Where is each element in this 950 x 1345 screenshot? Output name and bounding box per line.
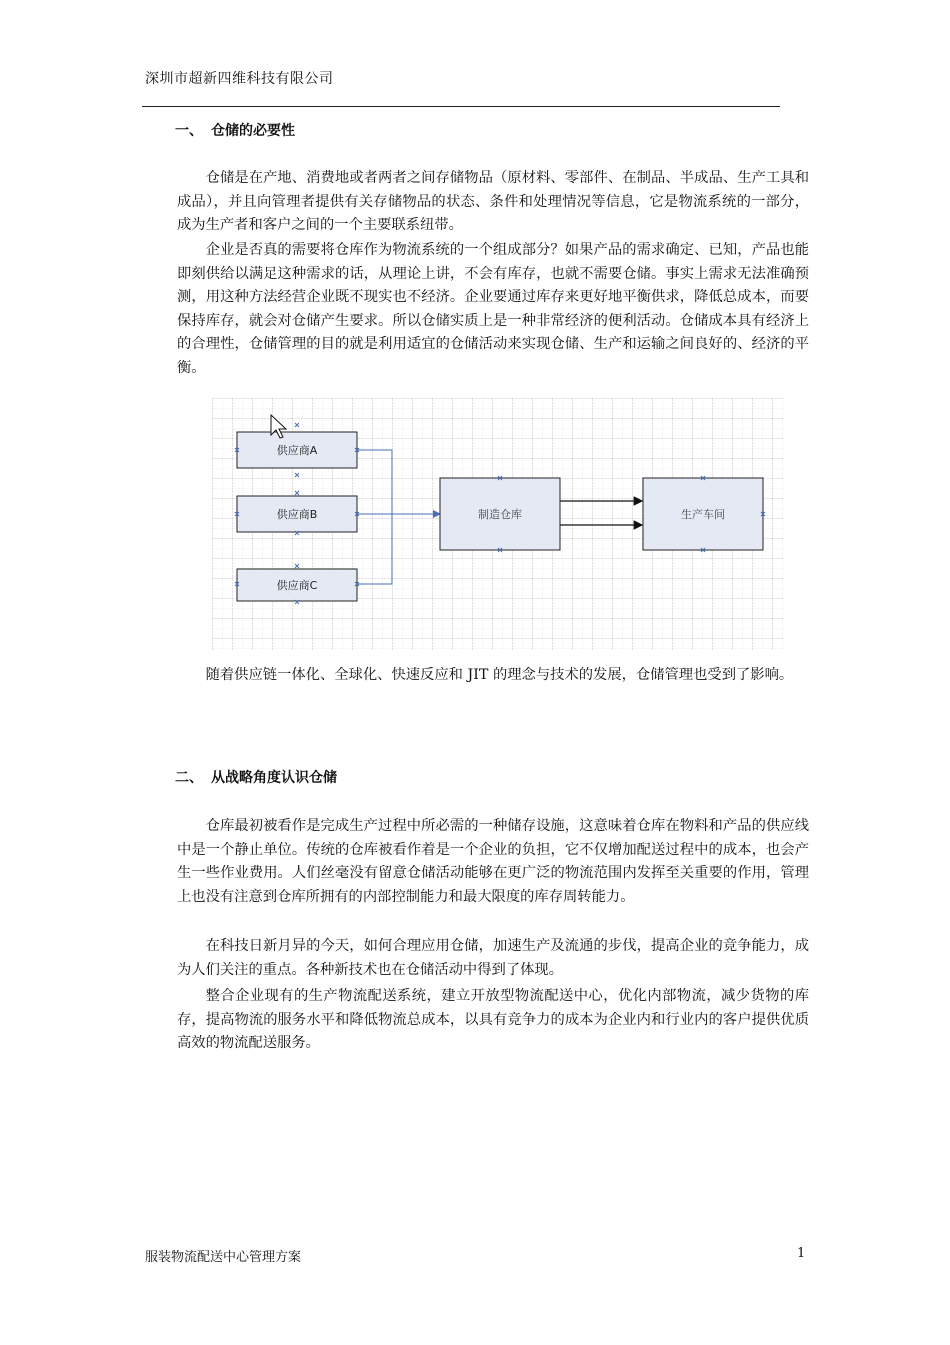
workshop-label: 生产车间 [681,508,725,521]
section-2-paragraph-3: 整合企业现有的生产物流配送系统，建立开放型物流配送中心，优化内部物流，减少货物的库存，提高物流的服务水平和降低物流总成本，以具有竞争力的成本为企业内和行业内的客户提供优质高效的物流配送服务。 [177,988,809,1051]
section-1-number: 一、 [175,123,203,139]
section-2-paragraph-1: 仓库最初被看作是完成生产过程中所必需的一种储存设施，这意味着仓库在物料和产品的供应线中是一个静止单位。传统的仓库被看作着是一个企业的负担，它不仅增加配送过程中的成本，也会产生一些作业费用。人们丝毫没有留意仓储活动能够在更广泛的物流范围内发挥至关重要的作用，管理上也没有注意到仓库所拥有的内部控制能力和最大限度的库存周转能力。 [177,818,809,905]
section-1-title: 仓储的必要性 [211,123,295,139]
section-2-number: 二、 [175,770,203,786]
supplier-c-label: 供应商C [276,579,318,592]
warehouse-box [440,478,560,550]
section-2-title: 从战略角度认识仓储 [211,770,337,786]
warehouse-label: 制造仓库 [478,508,522,521]
workshop-box [643,478,763,550]
supplier-b-box [237,496,357,532]
footer-document-title: 服装物流配送中心管理方案 [145,1250,302,1265]
supply-flow-diagram [212,398,784,650]
section-1-paragraph-3: 随着供应链一体化、全球化、快速反应和 JIT 的理念与技术的发展，仓储管理也受到了影响。 [205,667,794,683]
section-2-paragraph-2: 在科技日新月异的今天，如何合理应用仓储，加速生产及流通的步伐，提高企业的竞争能力，成为人们关注的重点。各种新技术也在仓储活动中得到了体现。 [177,938,809,978]
section-1-paragraph-2: 企业是否真的需要将仓库作为物流系统的一个组成部分？如果产品的需求确定、已知，产品也能即刻供给以满足这种需求的话，从理论上讲，不会有库存，也就不需要仓储。事实上需求无法准确预测，用这种方法经营企业既不现实也不经济。企业要通过库存来更好地平衡供求，降低总成本，而要保持库存，就会对仓储产生要求。所以仓储实质上是一种非常经济的便利活动。仓储成本具有经济上的合理性，仓储管理的目的就是利用适宜的仓储活动来实现仓储、生产和运输之间良好的、经济的平衡。 [177,242,809,376]
header-company-name: 深圳市超新四维科技有限公司 [145,71,334,87]
footer-page-number: 1 [797,1246,806,1261]
section-1-paragraph-1: 仓储是在产地、消费地或者两者之间存储物品（原材料、零部件、在制品、半成品、生产工具和成品），并且向管理者提供有关存储物品的状态、条件和处理情况等信息，它是物流系统的一部分，成为生产者和客户之间的一个主要联系纽带。 [177,170,809,233]
supplier-b-label: 供应商B [276,508,318,521]
section-2-heading [175,767,337,787]
supplier-a-label: 供应商A [276,444,318,457]
header-divider [142,106,780,107]
supplier-a-box [237,432,357,468]
section-1-heading [175,120,295,140]
supplier-c-box [237,569,357,601]
